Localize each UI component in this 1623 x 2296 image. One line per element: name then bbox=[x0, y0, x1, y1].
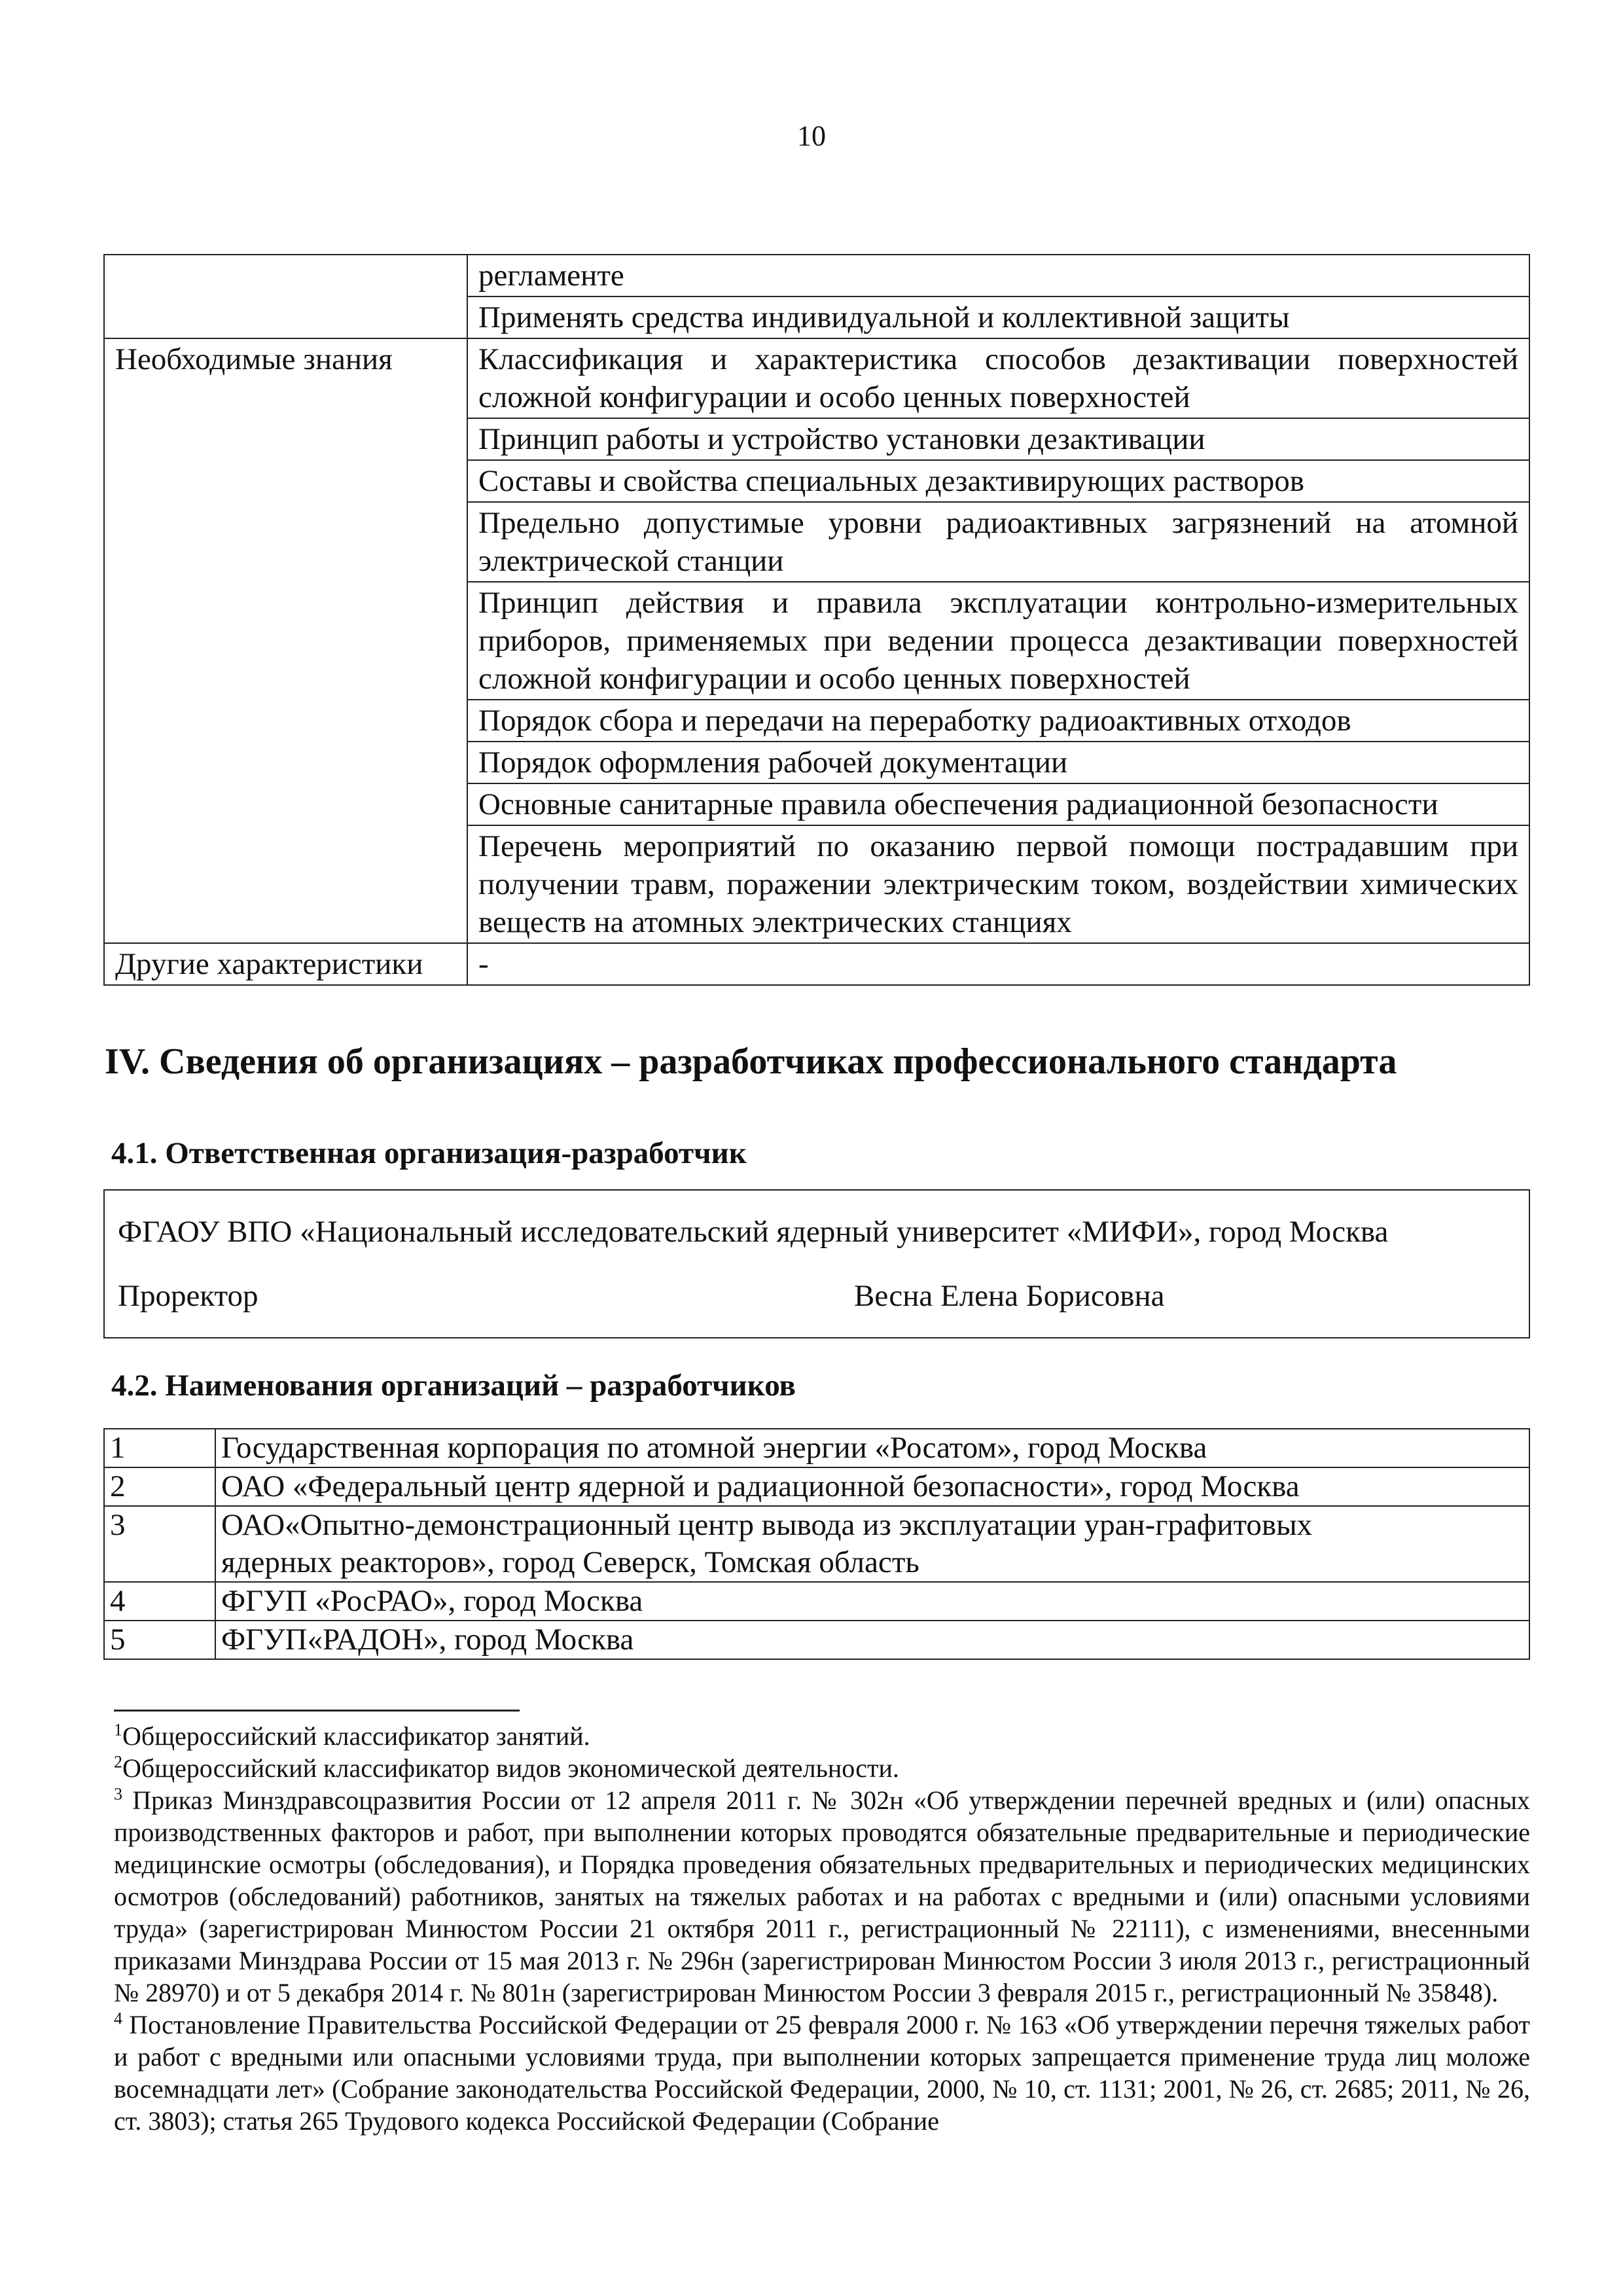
table-cell: регламенте bbox=[467, 255, 1529, 296]
table-row bbox=[104, 700, 1529, 742]
table-row bbox=[104, 418, 1529, 460]
table-cell: - bbox=[467, 943, 1529, 985]
knowledge-table bbox=[103, 254, 1530, 986]
footnote bbox=[114, 1784, 1530, 2009]
table-row bbox=[104, 460, 1529, 502]
table-row bbox=[104, 742, 1529, 783]
footnote bbox=[114, 2009, 1530, 2137]
table-cell: Порядок сбора и передачи на переработку радиоактивных отходов bbox=[467, 700, 1529, 742]
table-row bbox=[104, 296, 1529, 338]
org-name: ФГАОУ ВПО «Национальный исследовательский ядерный университет «МИФИ», город Москва bbox=[104, 1190, 1529, 1270]
signatory-position: Проректор bbox=[118, 1279, 259, 1313]
table-row bbox=[104, 582, 1529, 700]
footnote-mark: 3 bbox=[114, 1784, 122, 1804]
empty-label-cell bbox=[104, 255, 467, 296]
table-cell: Принцип действия и правила эксплуатации контрольно-измерительных приборов, применяемых при ведении процесса дезактивации поверхностей сложной конфигурации и особо ценных поверхностей bbox=[467, 582, 1529, 700]
org-name: ОАО«Опытно-демонстрационный центр вывода из эксплуатации уран-графитовых ядерных реакторов», город Северск, Томская область bbox=[215, 1506, 1529, 1582]
footnotes bbox=[114, 1720, 1530, 2137]
table-cell: Основные санитарные правила обеспечения радиационной безопасности bbox=[467, 783, 1529, 825]
table-row bbox=[104, 1506, 1529, 1582]
row-number: 3 bbox=[104, 1506, 215, 1582]
table-row bbox=[104, 1270, 1529, 1338]
signatory-cell bbox=[104, 1270, 1529, 1338]
org-name: ФГУП«РАДОН», город Москва bbox=[215, 1621, 1529, 1659]
table-row bbox=[104, 825, 1529, 943]
footnote-text: Постановление Правительства Российской Федерации от 25 февраля 2000 г. № 163 «Об утверждении перечня тяжелых работ и работ с вредными или опасными условиями труда, при выполнении которых запрещается применение труда лиц моложе восемнадцати лет» (Собрание законодательства Российской Федерации, 2000, № 10, ст. 1131; 2001, № 26, ст. 2685; 2011, № 26, ст. 3803); статья 265 Трудового кодекса Российской Федерации (Собрание bbox=[114, 2010, 1530, 2136]
knowledge-label: Необходимые знания bbox=[104, 338, 467, 418]
row-number: 5 bbox=[104, 1621, 215, 1659]
row-number: 4 bbox=[104, 1582, 215, 1621]
page-number: 10 bbox=[797, 120, 826, 152]
footnote bbox=[114, 1720, 1530, 1752]
table-cell: Применять средства индивидуальной и коллективной защиты bbox=[467, 296, 1529, 338]
footnote bbox=[114, 1752, 1530, 1784]
responsible-org-heading: 4.1. Ответственная организация-разработчик bbox=[111, 1136, 747, 1170]
footnote-text: Общероссийский классификатор занятий. bbox=[122, 1721, 590, 1751]
table-row bbox=[104, 1582, 1529, 1621]
signatory-name: Весна Елена Борисовна bbox=[854, 1279, 1165, 1313]
footnote-divider bbox=[114, 1710, 520, 1712]
table-row bbox=[104, 783, 1529, 825]
table-row bbox=[104, 502, 1529, 582]
developers-heading: 4.2. Наименования организаций – разработчиков bbox=[111, 1369, 796, 1403]
table-cell: Составы и свойства специальных дезактивирующих растворов bbox=[467, 460, 1529, 502]
developers-table bbox=[103, 1428, 1530, 1660]
footnote-mark: 1 bbox=[114, 1720, 122, 1740]
row-number: 2 bbox=[104, 1467, 215, 1506]
table-row bbox=[104, 1621, 1529, 1659]
table-row bbox=[104, 255, 1529, 296]
table-row bbox=[104, 1429, 1529, 1467]
table-row bbox=[104, 338, 1529, 418]
table-cell: Порядок оформления рабочей документации bbox=[467, 742, 1529, 783]
table-cell: Классификация и характеристика способов дезактивации поверхностей сложной конфигурации и особо ценных поверхностей bbox=[467, 338, 1529, 418]
responsible-org-table bbox=[103, 1189, 1530, 1338]
other-label: Другие характеристики bbox=[104, 943, 467, 985]
row-number: 1 bbox=[104, 1429, 215, 1467]
table-row bbox=[104, 1190, 1529, 1270]
table-row bbox=[104, 943, 1529, 985]
footnote-text: Общероссийский классификатор видов экономической деятельности. bbox=[122, 1753, 899, 1783]
table-cell: Принцип работы и устройство установки дезактивации bbox=[467, 418, 1529, 460]
org-name: ОАО «Федеральный центр ядерной и радиационной безопасности», город Москва bbox=[215, 1467, 1529, 1506]
empty-label-cell bbox=[104, 296, 467, 338]
org-name: Государственная корпорация по атомной энергии «Росатом», город Москва bbox=[215, 1429, 1529, 1467]
table-cell: Перечень мероприятий по оказанию первой помощи пострадавшим при получении травм, поражении электрическим током, воздействии химических веществ на атомных электрических станциях bbox=[467, 825, 1529, 943]
org-name: ФГУП «РосРАО», город Москва bbox=[215, 1582, 1529, 1621]
footnote-mark: 2 bbox=[114, 1752, 122, 1772]
footnote-mark: 4 bbox=[114, 2009, 122, 2028]
footnote-text: Приказ Минздравсоцразвития России от 12 апреля 2011 г. № 302н «Об утверждении перечней вредных и (или) опасных производственных факторов и работ, при выполнении которых проводятся обязательные предварительные и периодические медицинские осмотры (обследования), и Порядка проведения обязательных предварительных и периодических медицинских осмотров (обследований) работников, занятых на тяжелых работах и на работах с вредными и (или) опасными условиями труда» (зарегистрирован Минюстом России 21 октября 2011 г., регистрационный № 22111), с изменениями, внесенными приказами Минздрава России от 15 мая 2013 г. № 296н (зарегистрирован Минюстом России 3 июля 2013 г., регистрационный № 28970) и от 5 декабря 2014 г. № 801н (зарегистрирован Минюстом России 3 февраля 2015 г., регистрационный № 35848). bbox=[114, 1785, 1530, 2007]
table-row bbox=[104, 1467, 1529, 1506]
table-cell: Предельно допустимые уровни радиоактивных загрязнений на атомной электрической станции bbox=[467, 502, 1529, 582]
section-title: IV. Сведения об организациях – разработчиках профессионального стандарта bbox=[105, 1041, 1397, 1082]
